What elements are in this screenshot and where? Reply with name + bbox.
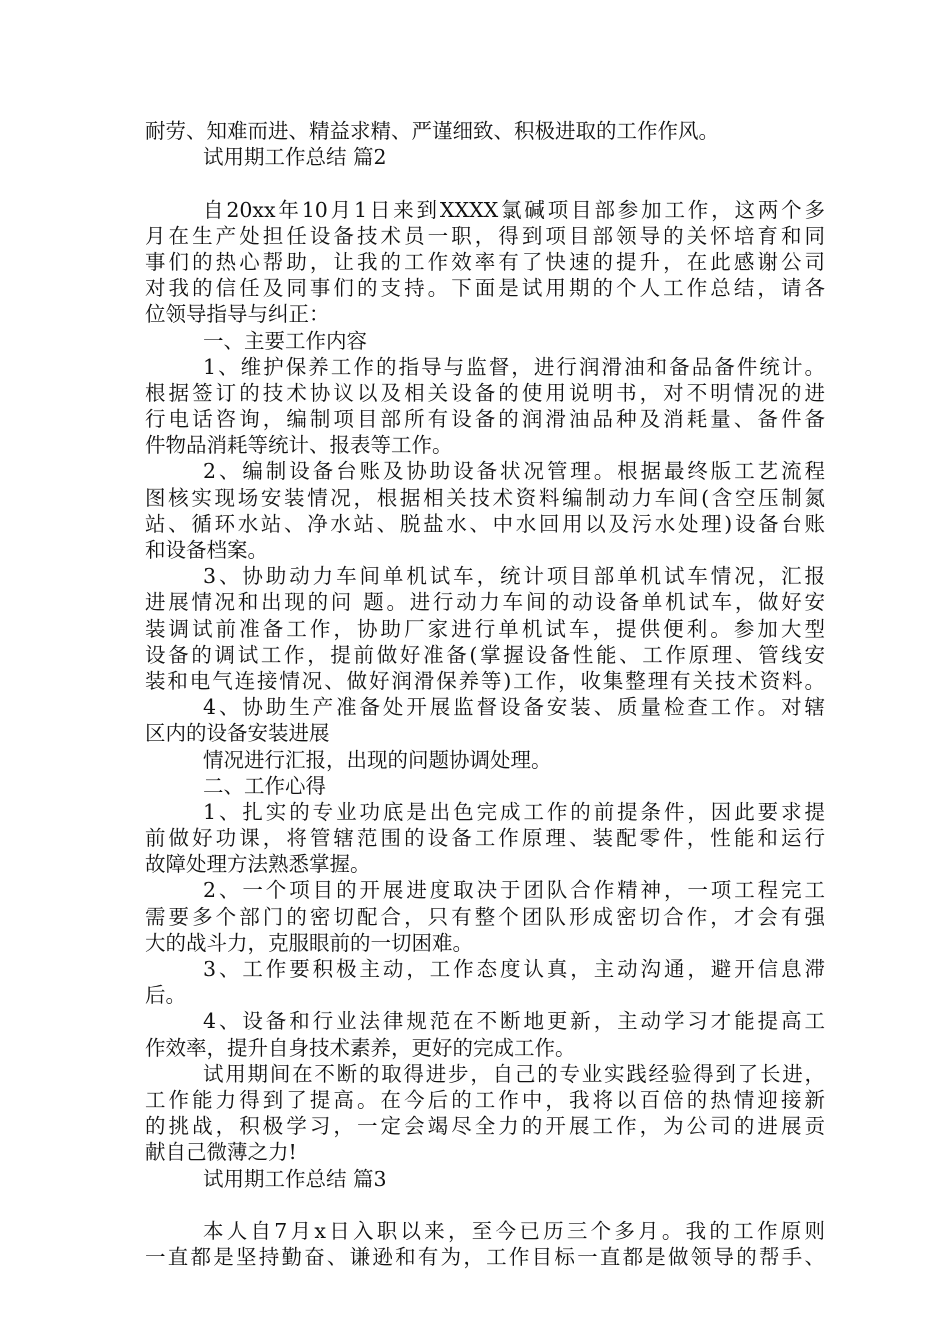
text-line: 大的战斗力，克服眼前的一切困难。 [145,930,473,955]
text-line: 试用期工作总结 篇3 [203,1166,387,1191]
text-line: 一直都是坚持勤奋、谦逊和有为，工作目标一直都是做领导的帮手、 [145,1245,825,1270]
text-line: 对我的信任及同事们的支持。下面是试用期的个人工作总结，请各 [145,276,825,301]
text-line: 自20xx年10月1日来到XXXX氯碱项目部参加工作，这两个多 [203,197,825,222]
text-line: 本人自7月x日入职以来，至今已历三个多月。我的工作原则 [203,1218,825,1243]
text-line: 需要多个部门的密切配合，只有整个团队形成密切合作，才会有强 [145,904,825,929]
text-line: 根据签订的技术协议以及相关设备的使用说明书，对不明情况的进 [145,380,825,405]
text-line: 工作能力得到了提高。在今后的工作中，我将以百倍的热情迎接新 [145,1087,825,1112]
text-line: 耐劳、知难而进、精益求精、严谨细致、积极进取的工作作风。 [145,119,719,143]
text-line: 和设备档案。 [145,538,268,562]
text-line: 试用期工作总结 篇2 [203,145,387,170]
text-line: 区内的设备安装进展 [145,721,330,746]
text-line: 前做好功课，将管辖范围的设备工作原理、装配零件，性能和运行 [145,826,825,851]
text-line: 设备的调试工作，提前做好准备(掌握设备性能、工作原理、管线安 [145,642,825,667]
text-line: 献自己微薄之力! [145,1140,297,1165]
text-line: 3、工作要积极主动，工作态度认真，主动沟通，避开信息滞 [203,957,825,981]
text-line: 2、一个项目的开展进度取决于团队合作精神，一项工程完工 [203,878,825,903]
text-line: 进展情况和出现的问 题。进行动力车间的动设备单机试车，做好安 [145,590,825,615]
blank-line [145,170,825,196]
text-line: 事们的热心帮助，让我的工作效率有了快速的提升，在此感谢公司 [145,249,825,274]
text-line: 站、循环水站、净水站、脱盐水、中水回用以及污水处理)设备台账 [145,511,825,536]
text-line: 4、协助生产准备处开展监督设备安装、质量检查工作。对辖 [203,695,825,720]
text-line: 的挑战，积极学习，一定会竭尽全力的开展工作，为公司的进展贡 [145,1114,825,1139]
blank-line [145,1192,825,1218]
text-line: 装调试前准备工作，协助厂家进行单机试车，提供便利。参加大型 [145,616,825,641]
text-line: 一、主要工作内容 [203,328,367,353]
document-body [145,118,825,1270]
text-line: 装和电气连接情况、做好润滑保养等)工作，收集整理有关技术资料。 [145,668,825,693]
text-line: 行电话咨询，编制项目部所有设备的润滑油品种及消耗量、备件备 [145,407,825,432]
text-line: 月在生产处担任设备技术员一职，得到项目部领导的关怀培育和同 [145,223,825,248]
text-line: 3、协助动力车间单机试车，统计项目部单机试车情况，汇报 [203,564,825,589]
text-line: 位领导指导与纠正： [145,302,330,327]
text-line: 试用期间在不断的取得进步，自己的专业实践经验得到了长进， [203,1061,825,1086]
text-line: 1、扎实的专业功底是出色完成工作的前提条件，因此要求提 [203,799,825,824]
text-line: 1、维护保养工作的指导与监督，进行润滑油和备品备件统计。 [203,354,825,379]
text-line: 图核实现场安装情况，根据相关技术资料编制动力车间(含空压制氮 [145,485,825,510]
text-line: 故障处理方法熟悉掌握。 [145,852,371,877]
text-line: 件物品消耗等统计、报表等工作。 [145,433,453,458]
text-line: 作效率，提升自身技术素养，更好的完成工作。 [145,1035,576,1060]
text-line: 4、设备和行业法律规范在不断地更新，主动学习才能提高工 [203,1009,825,1034]
text-line: 二、工作心得 [203,773,326,798]
text-line: 情况进行汇报，出现的问题协调处理。 [203,747,552,772]
text-line: 2、编制设备台账及协助设备状况管理。根据最终版工艺流程 [203,459,825,484]
text-line: 后。 [145,983,186,1008]
